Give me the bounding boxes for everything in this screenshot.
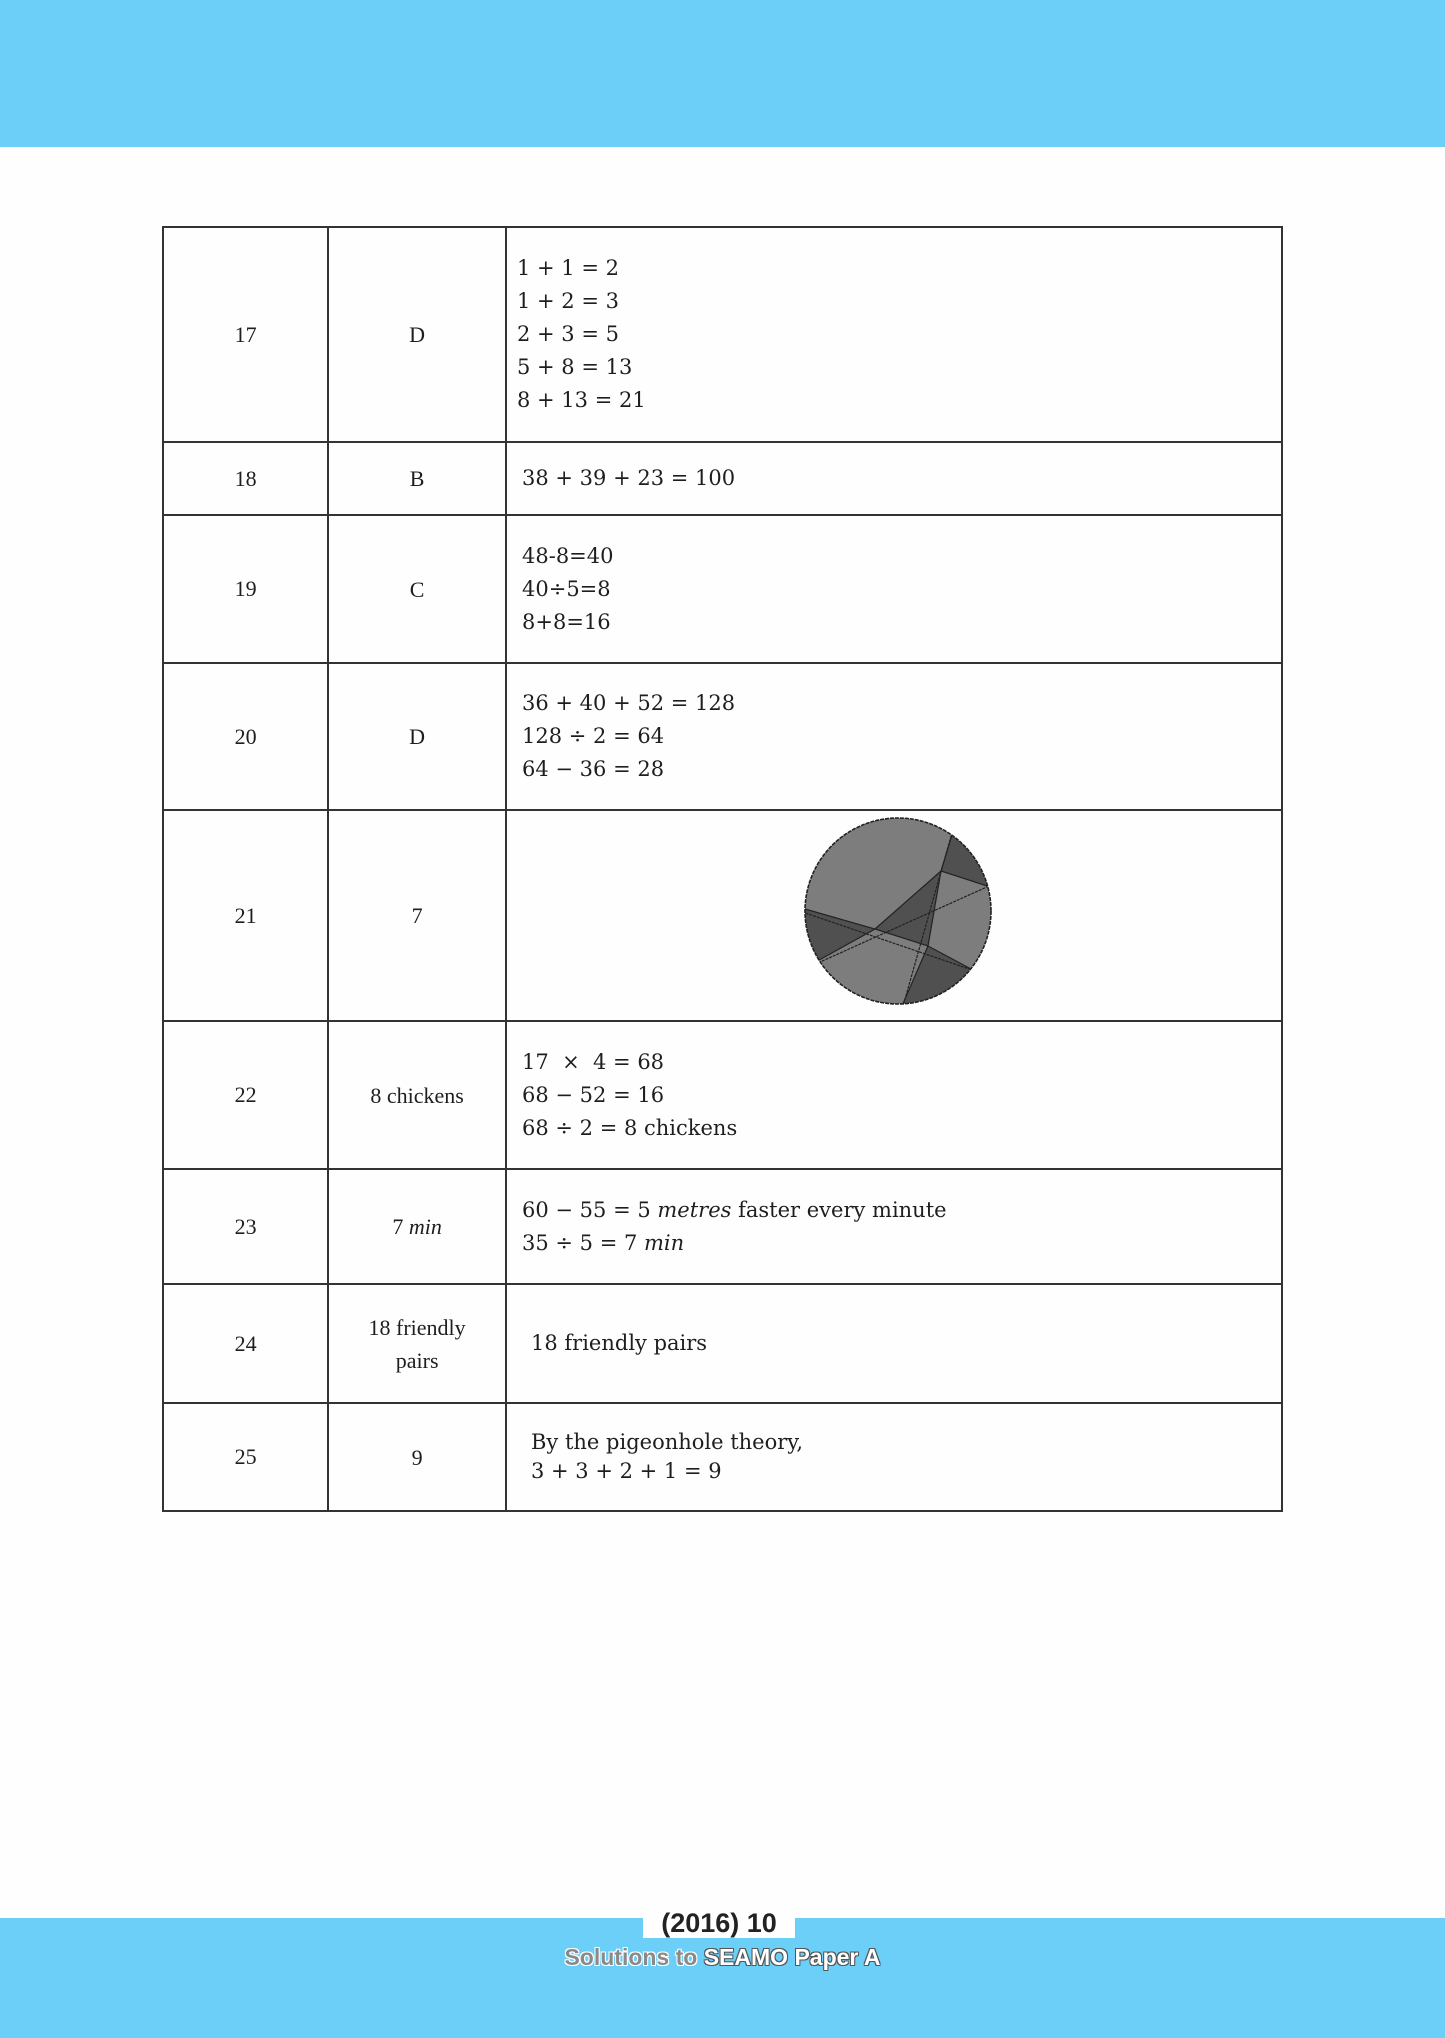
unit: min bbox=[644, 1230, 685, 1255]
working-line: 64 − 36 = 28 bbox=[522, 757, 665, 781]
working-line: 40÷5=8 bbox=[522, 576, 611, 601]
answer-unit: min bbox=[408, 1214, 442, 1239]
working-line: 5 + 8 = 13 bbox=[517, 355, 633, 379]
answer bbox=[328, 1169, 506, 1284]
footer-title bbox=[0, 1942, 1445, 1972]
question-number: 25 bbox=[163, 1403, 328, 1511]
answer: C bbox=[328, 515, 506, 663]
table-row bbox=[163, 442, 1282, 515]
table-row bbox=[163, 1403, 1282, 1511]
working-line: 48-8=40 bbox=[522, 543, 614, 568]
answer-line: 18 friendly bbox=[368, 1314, 466, 1340]
answer: D bbox=[328, 227, 506, 442]
answer: 8 chickens bbox=[328, 1021, 506, 1169]
answer bbox=[328, 1284, 506, 1403]
page-number: (2016) 10 bbox=[643, 1906, 795, 1938]
working-line: 128 ÷ 2 = 64 bbox=[522, 724, 665, 748]
working-line: By the pigeonhole theory, bbox=[531, 1430, 804, 1454]
expr: 35 ÷ 5 = 7 bbox=[522, 1230, 645, 1255]
answer-value: 7 bbox=[392, 1214, 409, 1239]
table-row bbox=[163, 515, 1282, 663]
answer: D bbox=[328, 663, 506, 810]
table-row bbox=[163, 1021, 1282, 1169]
question-number: 17 bbox=[163, 227, 328, 442]
working-line: 36 + 40 + 52 = 128 bbox=[522, 691, 736, 715]
working-line: 68 ÷ 2 = 8 chickens bbox=[522, 1115, 738, 1140]
working-line: 3 + 3 + 2 + 1 = 9 bbox=[531, 1459, 722, 1483]
working-line: 17 × 4 = 68 bbox=[522, 1049, 665, 1074]
working-line: 68 − 52 = 16 bbox=[522, 1082, 665, 1107]
footer-title-main: SEAMO Paper A bbox=[703, 1944, 881, 1970]
question-number: 22 bbox=[163, 1021, 328, 1169]
answer: 9 bbox=[328, 1403, 506, 1511]
header-band bbox=[0, 0, 1445, 147]
expr: faster every minute bbox=[731, 1197, 947, 1222]
working-line: 2 + 3 = 5 bbox=[517, 322, 619, 346]
table-row bbox=[163, 227, 1282, 442]
answer-line: pairs bbox=[395, 1347, 439, 1373]
working bbox=[506, 442, 1282, 515]
answer: 7 bbox=[328, 810, 506, 1021]
working bbox=[506, 1284, 1282, 1403]
table-row bbox=[163, 663, 1282, 810]
working-line: 38 + 39 + 23 = 100 bbox=[522, 466, 736, 490]
working-figure bbox=[506, 810, 1282, 1021]
working bbox=[506, 1403, 1282, 1511]
question-number: 24 bbox=[163, 1284, 328, 1403]
working bbox=[506, 515, 1282, 663]
working-line bbox=[522, 1227, 1281, 1260]
working-line: 8 + 13 = 21 bbox=[517, 388, 646, 412]
footer-title-prefix: Solutions to bbox=[564, 1944, 704, 1970]
working-line: 18 friendly pairs bbox=[531, 1331, 708, 1355]
working bbox=[506, 663, 1282, 810]
expr: 60 − 55 = 5 bbox=[522, 1197, 658, 1222]
unit: metres bbox=[657, 1197, 732, 1222]
question-number: 19 bbox=[163, 515, 328, 663]
solutions-table bbox=[162, 226, 1283, 1512]
question-number: 20 bbox=[163, 663, 328, 810]
table-row bbox=[163, 1284, 1282, 1403]
question-number: 18 bbox=[163, 442, 328, 515]
question-number: 23 bbox=[163, 1169, 328, 1284]
working bbox=[506, 1021, 1282, 1169]
divided-circle-figure bbox=[507, 812, 1281, 1019]
working-line: 1 + 2 = 3 bbox=[517, 289, 619, 313]
answer: B bbox=[328, 442, 506, 515]
working-line bbox=[522, 1194, 1281, 1227]
table-row bbox=[163, 810, 1282, 1021]
working-line: 8+8=16 bbox=[522, 609, 611, 634]
working-line: 1 + 1 = 2 bbox=[517, 256, 619, 280]
working bbox=[506, 227, 1282, 442]
working bbox=[506, 1169, 1282, 1284]
table-row bbox=[163, 1169, 1282, 1284]
question-number: 21 bbox=[163, 810, 328, 1021]
